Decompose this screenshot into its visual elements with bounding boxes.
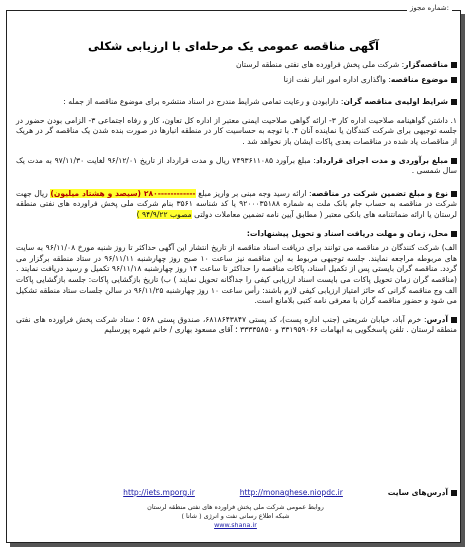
announcement-title: آگهی مناقصه عمومی یک مرحله‌ای با ارزیابی شکلی — [88, 39, 379, 53]
page-shadow-bottom — [10, 543, 465, 547]
announcement-body — [16, 60, 457, 336]
schedule-label: محل، زمان و مهلت دریافت اسناد و تحویل پیشنهادات: — [246, 228, 448, 238]
tender-party-text: : شرکت ملی پخش فراورده های نفتی منطقه لرستان — [236, 60, 405, 69]
conditions-label: شرایط اولیه‌ی مناقصه گران — [343, 97, 448, 107]
schedule-heading — [16, 229, 457, 240]
estimate-text: : مبلغ برآورد ۷۴۹۳۶۱۱۰۸۵ ریال و مدت قرارداد از تاریخ ۹۶/۱۲/۰۱ لغایت ۹۷/۱۱/۳۰ به مدت یک سال شمسی . — [16, 155, 457, 176]
conditions-intro: : دارابودن و رعایت تمامی شرایط مندرج در اسناد منتشره برای موضوع مناقصه از جمله : — [63, 97, 344, 107]
guarantee-text-after: ریال جهت شرکت در مناقصه به حساب جام بانک ملت به شماره ۹۲۰۰۰۳۵۱۸۸ یا کد شناسه ۳۵۶۱ بنام شرکت ملی پخش فراورده های نفتی منطقه لرستان یا ارائه ضمانتنامه های بانکی معتبر ( مطابق آیین نامه تضمین معاملات دولتی — [16, 188, 457, 219]
conditions-line — [16, 97, 457, 108]
guarantee-highlight: مصوب ۹۴/۹/۲۲ ) — [136, 209, 192, 219]
bullet-square-icon — [451, 77, 457, 83]
estimate-line — [16, 156, 457, 177]
conditions-body: ۱. داشتن گواهینامه صلاحیت اداره کار ۳- ارائه گواهی صلاحیت ایمنی معتبر از اداره کل تعاون، کار و رفاه اجتماعی ۳- الزامی بودن حضور در جلسه توجیهی برای شرکت کنندگان یا نماینده آنان ۴. با توجه به حساسیت کار در منطقه انبارها در صورت بنده شدن یک مناقصه گر در هریک از مناقصات یاد شده در مناقصات بعدی پاکات ایشان باز نخواهد شد . — [16, 115, 457, 146]
address-text: : خرم آباد، خیابان شریعتی (جنب اداره پست)، کد پستی ۶۸۱۸۶۴۳۸۴۷، صندوق پستی ۵۶۸ ؛ ستاد شرکت پخش فراورده های نفتی منطقه لرستان . تلفن پاسخگویی به ابهامات ۳۳۱۹۵۹۰۶۶ و ۳۳۳۳۵۸۵۰ ؛ آقای مسعود بهاری / خانم شهره پورسلیم — [16, 314, 457, 335]
address-label: آدرس — [426, 314, 448, 324]
footer — [0, 503, 471, 530]
guarantee-line — [16, 189, 457, 221]
bullet-square-icon — [451, 191, 457, 197]
bullet-square-icon — [451, 490, 457, 496]
bullet-square-icon — [451, 99, 457, 105]
footer-shana-link[interactable]: www.shana.ir — [214, 521, 257, 529]
subject-text: : واگذاری اداره امور انبار نفت ازنا — [283, 74, 391, 84]
website-link-iets[interactable]: http://iets.mporg.ir — [123, 488, 195, 497]
websites-line — [18, 488, 457, 497]
subject-line — [16, 75, 457, 86]
footer-public-relations: روابط عمومی شرکت ملی پخش فراورده های نفتی منطقه لرستان — [147, 503, 324, 511]
bullet-square-icon — [451, 317, 457, 323]
guarantee-text-before: : ارائه رسید وجه مبنی بر واریز مبلغ — [198, 188, 312, 198]
website-link-monaghese[interactable]: http://monaghese.niopdc.ir — [239, 488, 343, 497]
websites-label: آدرس‌های سایت — [387, 488, 448, 497]
page-shadow-right — [461, 14, 465, 543]
address-line — [16, 315, 457, 336]
tender-party-line — [16, 60, 457, 71]
estimate-label: مبلغ برآوردی و مدت اجرای قرارداد — [315, 155, 448, 165]
bullet-square-icon — [451, 158, 457, 164]
footer-shana-network: شبکه اطلاع رسانی نفت و انرژی ( شانا ) — [181, 512, 290, 520]
schedule-text: الف) شرکت کنندگان در مناقصه می توانند برای دریافت اسناد مناقصه از تاریخ انتشار این آگهی حداکثر تا روز شنبه مورخ ۹۶/۱۱/۰۸ به سایت های مربوطه مراجعه نمایند. جلسه توجیهی مربوط به این مناقصه نیز ساعت ۱۰ صبح روز چهارشنبه ۹۶/۱۱/۱۱ در ستاد منطقه برگزار می گردد. مناقصه گران بایستی پس از تکمیل اسناد، پاکات مناقصه را حداکثر تا ساعت ۱۴ روز چهارشنبه ۹۶/۱۱/۱۸ تکمیل و رسید دریافت نمایند . (مناقصه گران زمان تحویل پاکات می بایست اسناد ارزیابی کیفی را جداگانه تحویل نمایند ) ب) تاریخ بازگشایی پاکات: جلسه بازگشایی پاکات الف وج مناقصه گرانی که حائز امتیاز ارزیابی کیفی لازم باشند: رأس ساعت ۱۰ روز چهارشنبه ۹۶/۱۱/۲۵ در سالن جلسات ستاد منطقه تشکیل می شود و حضور مناقصه گران با معرفی نامه کتبی بلامانع است. — [16, 243, 457, 306]
guarantee-amount: ------------۲۸۰ (سیصد و هشتاد میلیون) — [50, 188, 196, 198]
bullet-square-icon — [451, 62, 457, 68]
permit-number-label: شماره مجوز: — [407, 4, 452, 12]
bullet-square-icon — [451, 231, 457, 237]
subject-label: موضوع مناقصه — [390, 74, 448, 84]
guarantee-label: نوع و مبلغ تضمین شرکت در مناقصه — [311, 188, 448, 198]
tender-party-label: مناقصه‌گزار — [404, 60, 448, 69]
